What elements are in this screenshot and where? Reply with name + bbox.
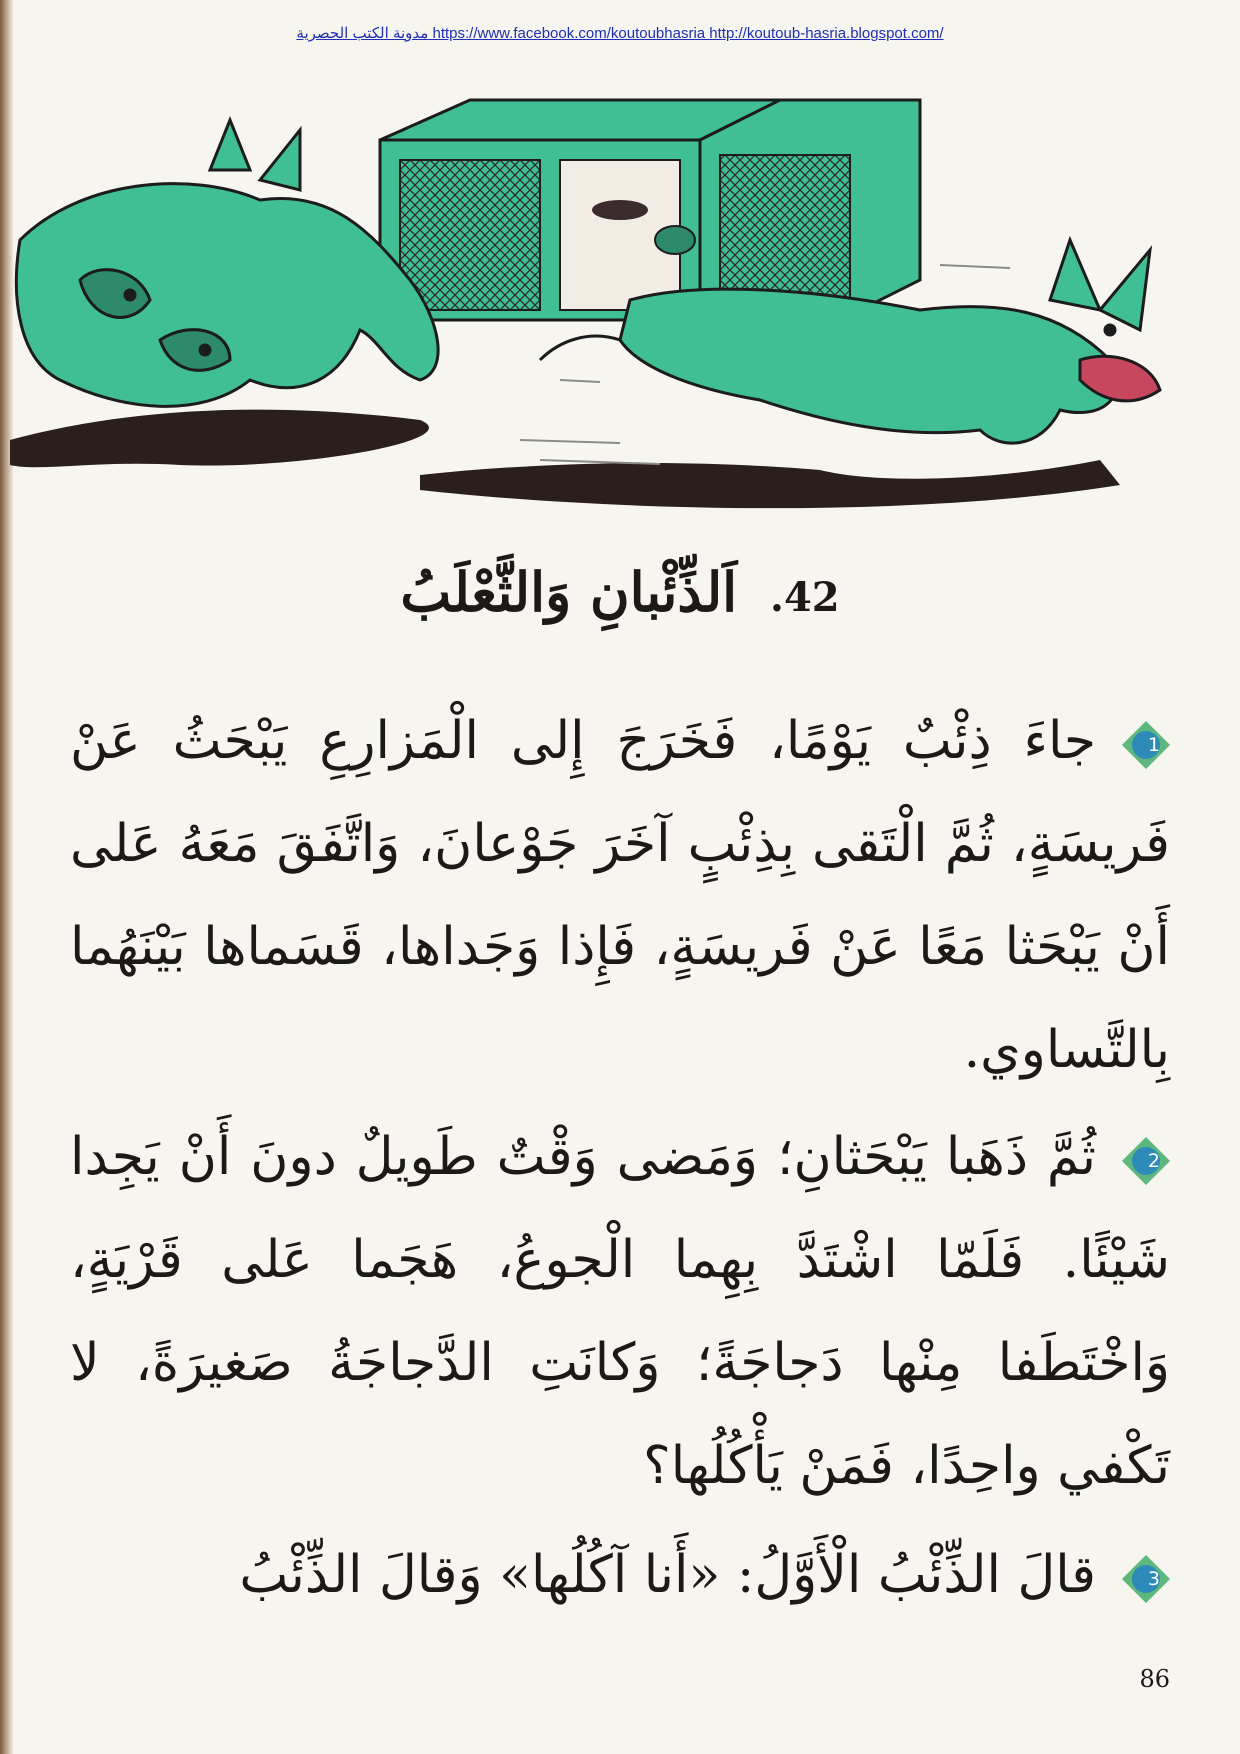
paragraph-1 <box>70 690 1170 1102</box>
paragraph-text-1: جاءَ ذِئْبٌ يَوْمًا، فَخَرَجَ إِلى الْمَزارِعِ يَبْحَثُ عَنْ فَريسَةٍ، ثُمَّ الْتَقى بِذِئْبٍ آخَرَ جَوْعانَ، وَاتَّفَقَ مَعَهُ عَلى أَنْ يَبْحَثا مَعًا عَنْ فَريسَةٍ، فَإِذا وَجَداها، قَسَماها بَيْنَهُما بِالتَّساوي. <box>70 711 1170 1080</box>
paragraph-marker-1: 1 <box>1122 721 1170 769</box>
paragraph-marker-2: 2 <box>1122 1137 1170 1185</box>
cage-illustration <box>380 100 920 320</box>
lesson-title <box>0 560 1240 624</box>
wolf-illustration <box>16 120 438 406</box>
paragraph-2 <box>70 1106 1170 1518</box>
paragraph-marker-3: 3 <box>1122 1555 1170 1603</box>
paragraph-text-3: قالَ الذِّئْبُ الْأَوَّلُ: «أَنا آكُلُها» وَقالَ الذِّئْبُ <box>239 1545 1096 1605</box>
ground-shadow-right <box>420 460 1120 508</box>
ground-shadow-left <box>10 410 429 468</box>
header-source-link[interactable]: مدونة الكتب الحصرية https://www.facebook.com/koutoubhasria http://koutoub-hasria.blogspot.com/ <box>296 25 944 42</box>
story-illustration <box>0 80 1240 540</box>
paragraph-text-2: ثُمَّ ذَهَبا يَبْحَثانِ؛ وَمَضى وَقْتٌ طَويلٌ دونَ أَنْ يَجِدا شَيْئًا. فَلَمّا اشْتَدَّ بِهِما الْجوعُ، هَجَما عَلى قَرْيَةٍ، وَاخْتَطَفا مِنْها دَجاجَةً؛ وَكانَتِ الدَّجاجَةُ صَغيرَةً، لا تَكْفي واحِدًا، فَمَنْ يَأْكُلُها؟ <box>70 1127 1170 1496</box>
paragraph-3 <box>70 1524 1170 1627</box>
page-number: 86 <box>1139 1665 1170 1693</box>
lesson-title-text: اَلذِّئْبانِ وَالثَّعْلَبُ <box>400 560 738 624</box>
lesson-number: 42. <box>770 574 840 621</box>
